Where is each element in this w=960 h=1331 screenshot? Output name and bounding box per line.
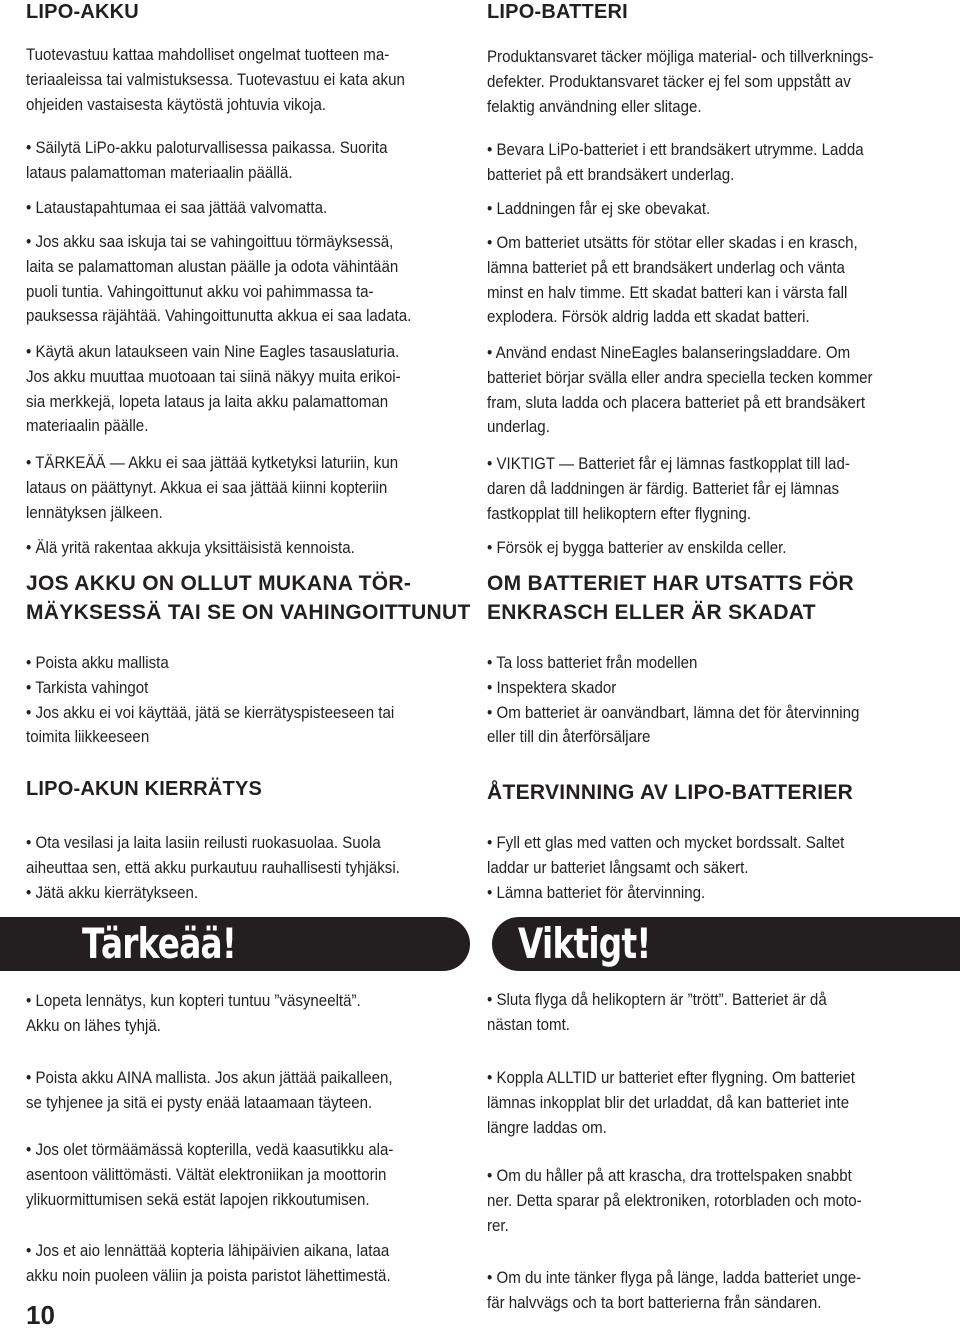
bullet-item	[26, 196, 477, 221]
text-line: felaktig användning eller slitage.	[487, 97, 702, 116]
bullet-item	[26, 451, 477, 525]
important-item	[487, 988, 938, 1038]
recycle-list	[487, 831, 938, 905]
text-line: • Om du inte tänker flyga på länge, ladda batteriet unge-	[487, 1269, 862, 1287]
text-line: nästan tomt.	[487, 1015, 570, 1034]
bullet-item	[26, 536, 477, 561]
text-line: lennätyksen jälkeen.	[26, 503, 163, 522]
text-line: • Försök ej bygga batterier av enskilda celler.	[487, 539, 787, 557]
bullet-item	[26, 230, 477, 329]
important-item	[26, 1066, 477, 1116]
text-line: se tyhjenee ja sitä ei pysty enää lataamaan täyteen.	[26, 1093, 373, 1112]
text-line: • Lopeta lennätys, kun kopteri tuntuu ”väsyneeltä”.	[26, 992, 361, 1010]
text-line: • Koppla ALLTID ur batteriet efter flygning. Om batteriet	[487, 1069, 855, 1087]
text-line: • Om batteriet utsätts för stötar eller skadas i en krasch,	[487, 234, 858, 252]
bullet-item	[26, 136, 477, 186]
crash-heading	[487, 569, 937, 627]
important-item	[487, 1164, 938, 1238]
text-line: underlag.	[487, 418, 550, 437]
text-line: rer.	[487, 1216, 509, 1235]
bullet-item	[487, 452, 938, 526]
text-line: • Jätä akku kierrätykseen.	[26, 883, 199, 902]
recycle-heading: LIPO-AKUN KIERRÄTYS	[26, 778, 263, 800]
text-line: KRASCH ELLER ÄR SKADAT	[516, 601, 816, 624]
text-line: batteriet börjar svälla eller andra speciella tecken kommer	[487, 368, 873, 387]
text-line: akku noin puoleen väliin ja poista paristot lähettimestä.	[26, 1266, 391, 1285]
text-line: JOS AKKU ON OLLUT MUKANA TÖR-	[26, 572, 412, 595]
text-line: ohjeiden vastaisesta käytöstä johtuvia vikoja.	[26, 95, 327, 114]
important-item	[26, 1239, 477, 1289]
text-line: ylikuormittumisen sekä estät lapojen rikkoutumisen.	[26, 1190, 370, 1209]
text-line: • Lämna batteriet för återvinning.	[487, 883, 706, 902]
text-line: • Tarkista vahingot	[26, 678, 149, 697]
text-line: • Använd endast NineEagles balanseringsladdare. Om	[487, 344, 851, 362]
text-line: • Laddningen får ej ske obevakat.	[487, 200, 711, 218]
text-line: eller till din återförsäljare	[487, 728, 651, 747]
crash-heading	[26, 569, 476, 627]
bullet-item	[487, 231, 938, 330]
text-line: fär halvvägs och ta bort batterierna från sändaren.	[487, 1293, 822, 1312]
recycle-list	[26, 831, 477, 905]
important-item	[487, 1066, 938, 1140]
bullet-item	[487, 197, 938, 222]
text-line: • Om du håller på att krascha, dra trottelspaken snabbt	[487, 1167, 852, 1185]
bullet-item	[487, 341, 938, 440]
text-line: Akku on lähes tyhjä.	[26, 1016, 161, 1035]
text-line: laita se palamattoman alustan päälle ja odota vähintään	[26, 257, 399, 276]
banner-text-sv: Viktigt!	[518, 919, 651, 968]
text-line: MÄYKSESSÄ TAI SE ON VAHINGOITTUNUT	[26, 601, 471, 624]
text-line: defekter. Produktansvaret täcker ej fel som uppstått av	[487, 72, 851, 91]
text-line: • TÄRKEÄÄ — Akku ei saa jättää kytketyksi laturiin, kun	[26, 454, 399, 472]
text-line: teriaaleissa tai valmistuksessa. Tuotevastuu ei kata akun	[26, 70, 405, 89]
text-line: • Inspektera skador	[487, 678, 617, 697]
text-line: OM BATTERIET HAR UTSATTS FÖR EN	[487, 572, 854, 624]
intro-paragraph	[487, 45, 938, 119]
text-line: längre laddas om.	[487, 1118, 607, 1137]
text-line: • Älä yritä rakentaa akkuja yksittäisistä kennoista.	[26, 539, 355, 557]
important-banner-fi	[0, 917, 470, 971]
text-line: • Jos akku ei voi käyttää, jätä se kierrätyspisteeseen tai	[26, 703, 395, 722]
text-line: puoli tuntia. Vahingoittunut akku voi pahimmassa ta-	[26, 282, 374, 301]
text-line: • Bevara LiPo-batteriet i ett brandsäkert utrymme. Ladda	[487, 141, 864, 159]
text-line: ner. Detta sparar på elektroniken, rotorbladen och moto-	[487, 1191, 862, 1210]
text-line: fram, sluta ladda och placera batteriet på ett brandsäkert	[487, 393, 866, 412]
important-item	[26, 1138, 477, 1212]
text-line: • Poista akku AINA mallista. Jos akun jättää paikalleen,	[26, 1069, 393, 1087]
bullet-item	[487, 138, 938, 188]
section-heading: LIPO-AKKU	[26, 1, 139, 23]
text-line: • Ta loss batteriet från modellen	[487, 654, 698, 672]
text-line: • Säilytä LiPo-akku paloturvallisessa paikassa. Suorita	[26, 139, 388, 157]
intro-paragraph	[26, 43, 477, 117]
important-item	[487, 1266, 938, 1316]
text-line: • Jos akku saa iskuja tai se vahingoittuu törmäyksessä,	[26, 233, 394, 251]
text-line: • Ota vesilasi ja laita lasiin reilusti ruokasuolaa. Suola	[26, 834, 381, 852]
important-banner-sv	[492, 917, 960, 971]
text-line: toimita liikkeeseen	[26, 728, 150, 747]
recycle-heading: ÅTERVINNING AV LIPO-BATTERIER	[487, 781, 854, 804]
text-line: • Jos et aio lennättää kopteria lähipäivien aikana, lataa	[26, 1242, 390, 1260]
text-line: • Fyll ett glas med vatten och mycket bordssalt. Saltet	[487, 834, 845, 852]
text-line: • Käytä akun lataukseen vain Nine Eagles tasauslaturia.	[26, 343, 400, 361]
text-line: pauksessa räjähtää. Vahingoittunutta akkua ei saa ladata.	[26, 307, 412, 326]
text-line: batteriet på ett brandsäkert underlag.	[487, 165, 735, 184]
text-line: fastkopplat till helikoptern efter flygning.	[487, 504, 752, 523]
text-line: asentoon välittömästi. Vältät elektroniikan ja moottorin	[26, 1165, 387, 1184]
text-line: • Poista akku mallista	[26, 654, 169, 672]
bullet-item	[487, 536, 938, 561]
text-line: laddar ur batteriet långsamt och säkert.	[487, 858, 749, 877]
text-line: Tuotevastuu kattaa mahdolliset ongelmat tuotteen ma-	[26, 46, 390, 64]
text-line: materiaalin päälle.	[26, 417, 149, 436]
text-line: • Om batteriet är oanvändbart, lämna det för återvinning	[487, 703, 860, 722]
text-line: • Jos olet törmäämässä kopterilla, vedä kaasutikku ala-	[26, 1141, 394, 1159]
text-line: minst en halv timme. Ett skadat batteri kan i värsta fall	[487, 283, 848, 302]
text-line: lataus on päättynyt. Akkua ei saa jättää kiinni kopteriin	[26, 478, 388, 497]
text-line: • Sluta flyga då helikoptern är ”trött”. Batteriet är då	[487, 991, 827, 1009]
text-line: daren då laddningen är färdig. Batteriet får ej lämnas	[487, 479, 840, 498]
page-number: 10	[26, 1300, 55, 1330]
text-line: Jos akku muuttaa muotoaan tai siinä näkyy muita erikoi-	[26, 367, 401, 386]
text-line: • Lataustapahtumaa ei saa jättää valvomatta.	[26, 199, 328, 217]
bullet-item	[26, 340, 477, 439]
section-heading: LIPO-BATTERI	[487, 1, 628, 23]
text-line: • VIKTIGT — Batteriet får ej lämnas fastkopplat till lad-	[487, 455, 850, 473]
text-line: aiheuttaa sen, että akku purkautuu rauhallisesti tyhjäksi.	[26, 858, 400, 877]
banner-text-fi: Tärkeää!	[82, 919, 237, 968]
crash-list	[487, 651, 938, 750]
text-line: lämnas inkopplat blir det urladdat, då kan batteriet inte	[487, 1093, 850, 1112]
text-line: explodera. Försök aldrig ladda ett skadat batteri.	[487, 308, 810, 327]
text-line: sia merkkejä, lopeta lataus ja laita akku palamattoman	[26, 392, 389, 411]
important-item	[26, 989, 477, 1039]
text-line: lataus palamattoman materiaalin päällä.	[26, 163, 293, 182]
crash-list	[26, 651, 477, 750]
text-line: Produktansvaret täcker möjliga material- och tillverknings-	[487, 48, 874, 66]
text-line: lämna batteriet på ett brandsäkert underlag och vänta	[487, 258, 845, 277]
